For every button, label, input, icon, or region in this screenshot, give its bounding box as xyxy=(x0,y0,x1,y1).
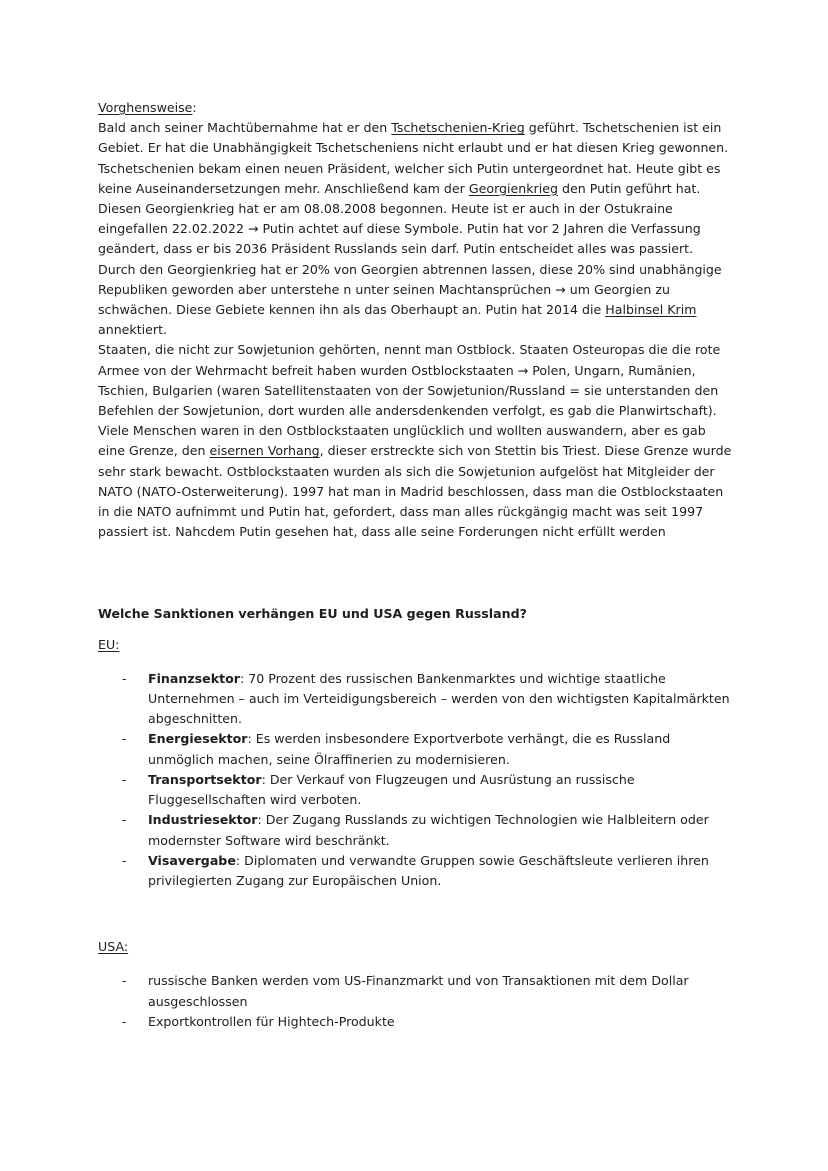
p1-text-d: annektiert. xyxy=(98,322,168,338)
p2-text-b: , dieser erstreckte sich von Stettin bis Triest. Diese Grenze wurde sehr stark bewacht. Ostblockstaaten wurden als sich die Sowjetunion aufgelöst hat Mitgleider der NATO (NATO-Osterweiterung). 1997 hat man in Madrid beschlossen, dass man die Ostblockstaaten in die NATO aufnimmt und Putin hat, gefordert, dass man alles rückgängig macht was seit 1997 passiert ist. Nahcdem Putin gesehen hat, dass alle seine Forderungen nicht erfüllt werden xyxy=(98,443,732,540)
usa-sanctions-list xyxy=(98,971,732,1032)
term-finanzsektor: Finanzsektor xyxy=(148,670,240,686)
dash-bullet: - xyxy=(122,973,127,989)
link-eisernen-vorhang: eisernen Vorhang xyxy=(209,443,320,459)
term-transportsektor: Transportsektor xyxy=(148,771,262,787)
vorgehen-heading-colon: : xyxy=(192,100,197,115)
dash-bullet: - xyxy=(122,670,127,686)
eu-sanctions-list xyxy=(98,669,732,891)
dash-bullet: - xyxy=(122,852,127,868)
spacer xyxy=(98,542,732,604)
link-tschetschenien-krieg: Tschetschenien-Krieg xyxy=(391,120,525,136)
vorgehen-heading xyxy=(98,98,732,118)
paragraph-putin-wars xyxy=(98,118,732,340)
text-finanzsektor: : 70 Prozent des russischen Bankenmarktes und wichtige staatliche Unternehmen – auch im Verteidigungsbereich – werden von den wichtigsten Kapitalmärkten abgeschnitten. xyxy=(148,670,730,727)
dash-bullet: - xyxy=(122,812,127,828)
term-visavergabe: Visavergabe xyxy=(148,852,236,868)
text-energiesektor: : Es werden insbesondere Exportverbote verhängt, die es Russland unmöglich machen, seine Ölraffinerien zu modernisieren. xyxy=(148,731,671,767)
p2-text-a: Staaten, die nicht zur Sowjetunion gehörten, nennt man Ostblock. Staaten Osteuropas die die rote Armee von der Wehrmacht befreit haben wurden Ostblockstaaten → Polen, Ungarn, Rumänien, Tschien, Bulgarien (waren Satellitenstaaten von der Sowjetunion/Russland = sie unterstanden den Befehlen der Sowjetunion, dort wurden alle andersdenkenden verfolgt, es gab die Planwirtschaft). Viele Menschen waren in den Ostblockstaaten unglücklich und wollten auswandern, aber es gab eine Grenze, den xyxy=(98,342,721,459)
text-visavergabe: : Diplomaten und verwandte Gruppen sowie Geschäftsleute verlieren ihren privilegierten Zugang zur Europäischen Union. xyxy=(148,852,709,888)
text-transportsektor: : Der Verkauf von Flugzeugen und Ausrüstung an russische Fluggesellschaften wird verboten. xyxy=(148,771,635,808)
list-item-usa-export xyxy=(98,1012,732,1032)
text-industriesektor: : Der Zugang Russlands zu wichtigen Technologien wie Halbleitern oder modernster Software wird beschränkt. xyxy=(148,812,709,848)
dash-bullet: - xyxy=(122,771,127,787)
term-industriesektor: Industriesektor xyxy=(148,812,258,828)
term-energiesektor: Energiesektor xyxy=(148,731,248,747)
list-item-industriesektor xyxy=(98,810,732,850)
usa-label xyxy=(98,937,732,957)
vorgehen-heading-text: Vorghensweise xyxy=(98,100,193,115)
dash-bullet: - xyxy=(122,1013,127,1029)
list-item-energiesektor xyxy=(98,729,732,769)
eu-label xyxy=(98,635,732,655)
sanctions-title: Welche Sanktionen verhängen EU und USA gegen Russland? xyxy=(98,606,527,622)
p1-text-c: den Putin geführt hat. Diesen Georgienkrieg hat er am 08.08.2008 begonnen. Heute ist er auch in der Ostukraine eingefallen 22.02.2022 → Putin achtet auf diese Symbole. Putin hat vor 2 Jahren die Verfassung geändert, dass er bis 2036 Präsident Russlands sein darf. Putin entscheidet alles was passiert. Durch den Georgienkrieg hat er 20% von Georgien abtrennen lassen, diese 20% sind unabhängige Republiken geworden aber unterstehe n unter seinen Machtansprüchen → um Georgien zu schwächen. Diese Gebiete kennen ihn als das Oberhaupt an. Putin hat 2014 die xyxy=(98,180,722,318)
list-item-usa-banks xyxy=(98,971,732,1011)
spacer xyxy=(98,891,732,937)
text-usa-banks: russische Banken werden vom US-Finanzmarkt und von Transaktionen mit dem Dollar ausgeschlossen xyxy=(148,973,689,1009)
text-usa-export: Exportkontrollen für Hightech-Produkte xyxy=(148,1013,395,1029)
eu-label-text: EU: xyxy=(98,636,120,652)
p1-text-b: geführt. Tschetschenien ist ein Gebiet. Er hat die Unabhängigkeit Tschetscheniens nicht erlaubt und er hat diesen Krieg gewonnen. Tschetschenien bekam einen neuen Präsident, welcher sich Putin untergeordnet hat. Heute gibt es keine Auseinandersetzungen mehr. Anschließend kam der xyxy=(98,120,729,196)
list-item-finanzsektor xyxy=(98,669,732,730)
p1-text-a: Bald anch seiner Machtübernahme hat er den xyxy=(98,120,392,136)
list-item-transportsektor xyxy=(98,770,732,810)
link-halbinsel-krim: Halbinsel Krim xyxy=(605,302,697,318)
list-item-visavergabe xyxy=(98,851,732,891)
usa-label-text: USA: xyxy=(98,939,129,955)
paragraph-ostblock xyxy=(98,340,732,542)
link-georgienkrieg: Georgienkrieg xyxy=(468,180,558,196)
dash-bullet: - xyxy=(122,731,127,747)
